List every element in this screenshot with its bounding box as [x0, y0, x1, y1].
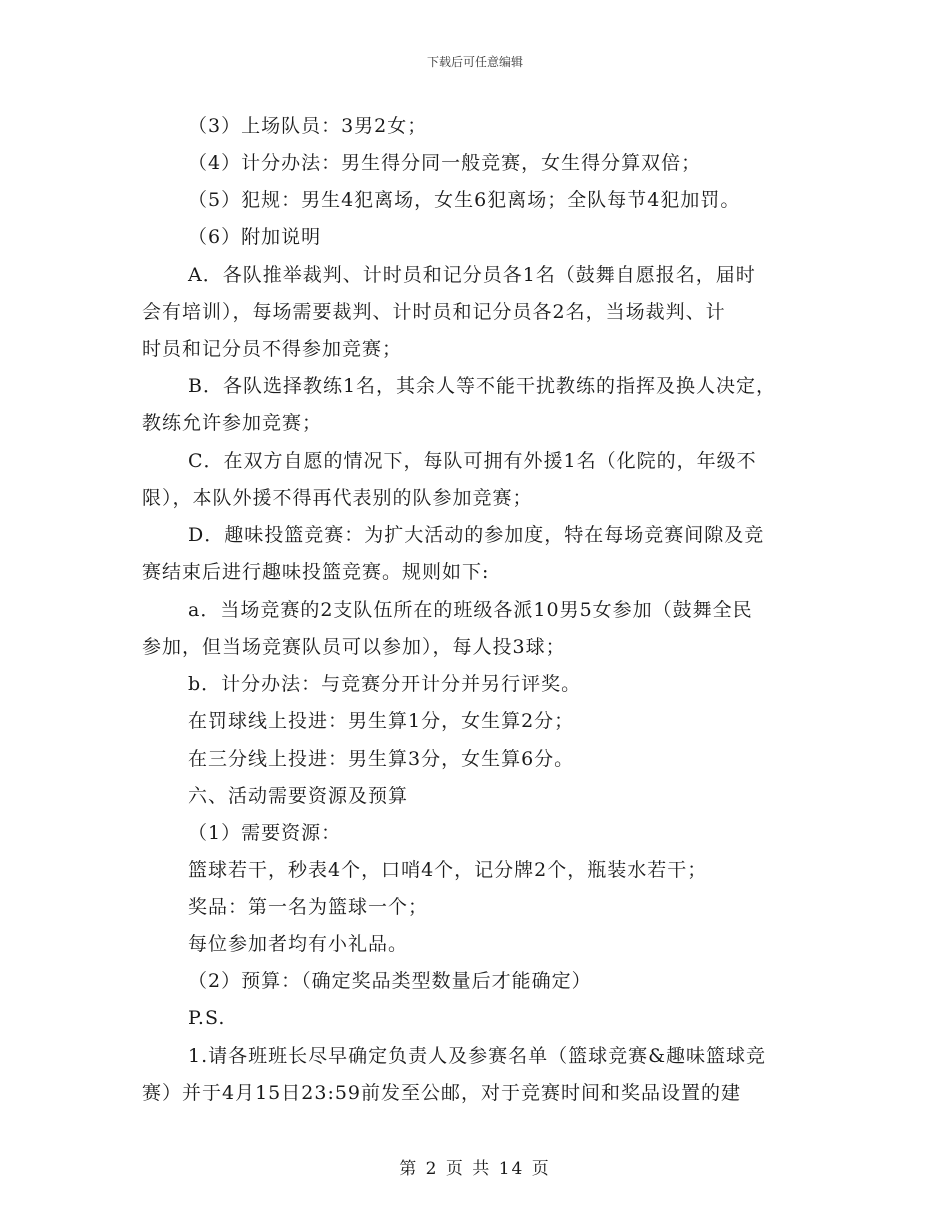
body-line: （5）犯规：男生4犯离场，女生6犯离场；全队每节4犯加罚。 — [188, 189, 741, 211]
body-line: 在罚球线上投进：男生算1分，女生算2分； — [188, 710, 575, 732]
body-line: B．各队选择教练1名，其余人等不能干扰教练的指挥及换人决定， — [188, 375, 777, 397]
body-line: A．各队推举裁判、计时员和记分员各1名（鼓舞自愿报名，届时 — [188, 264, 756, 286]
page-footer: 第 2 页 共 14 页 — [399, 1159, 551, 1179]
body-line: （6）附加说明 — [188, 226, 322, 248]
body-line: 会有培训），每场需要裁判、计时员和记分员各2名，当场裁判、计 — [142, 301, 726, 323]
page-header: 下载后可任意编辑 — [426, 55, 523, 69]
body-line: 奖品：第一名为篮球一个； — [188, 896, 429, 918]
body-line: a．当场竞赛的2支队伍所在的班级各派10男5女参加（鼓舞全民 — [188, 599, 753, 621]
body-line: 限），本队外援不得再代表别的队参加竞赛； — [142, 487, 533, 509]
body-line: （4）计分办法：男生得分同一般竞赛，女生得分算双倍； — [188, 152, 702, 174]
body-line: 每位参加者均有小礼品。 — [188, 933, 409, 955]
body-line: 时员和记分员不得参加竞赛； — [142, 338, 403, 360]
body-line: 参加，但当场竞赛队员可以参加），每人投3球； — [142, 636, 566, 658]
body-line: P.S. — [188, 1007, 226, 1029]
body-line: 1.请各班班长尽早确定负责人及参赛名单（篮球竞赛&趣味篮球竞 — [188, 1045, 767, 1067]
section-heading: 六、活动需要资源及预算 — [188, 785, 409, 807]
body-line: C．在双方自愿的情况下，每队可拥有外援1名（化院的，年级不 — [188, 450, 757, 472]
body-line: 在三分线上投进：男生算3分，女生算6分。 — [188, 748, 575, 770]
body-line: （3）上场队员：3男2女； — [188, 115, 428, 137]
body-line: b．计分办法：与竞赛分开计分并另行评奖。 — [188, 673, 582, 695]
body-line: 赛）并于4月15日23:59前发至公邮，对于竞赛时间和奖品设置的建 — [142, 1082, 742, 1104]
body-line: 教练允许参加竞赛； — [142, 412, 323, 434]
body-line: D．趣味投篮竞赛：为扩大活动的参加度，特在每场竞赛间隙及竞 — [188, 524, 765, 546]
body-line: （1）需要资源： — [188, 822, 342, 844]
body-line: （2）预算：（确定奖品类型数量后才能确定） — [188, 970, 592, 992]
body-line: 篮球若干，秒表4个，口哨4个，记分牌2个，瓶装水若干； — [188, 859, 708, 881]
body-line: 赛结束后进行趣味投篮竞赛。规则如下: — [142, 561, 490, 583]
